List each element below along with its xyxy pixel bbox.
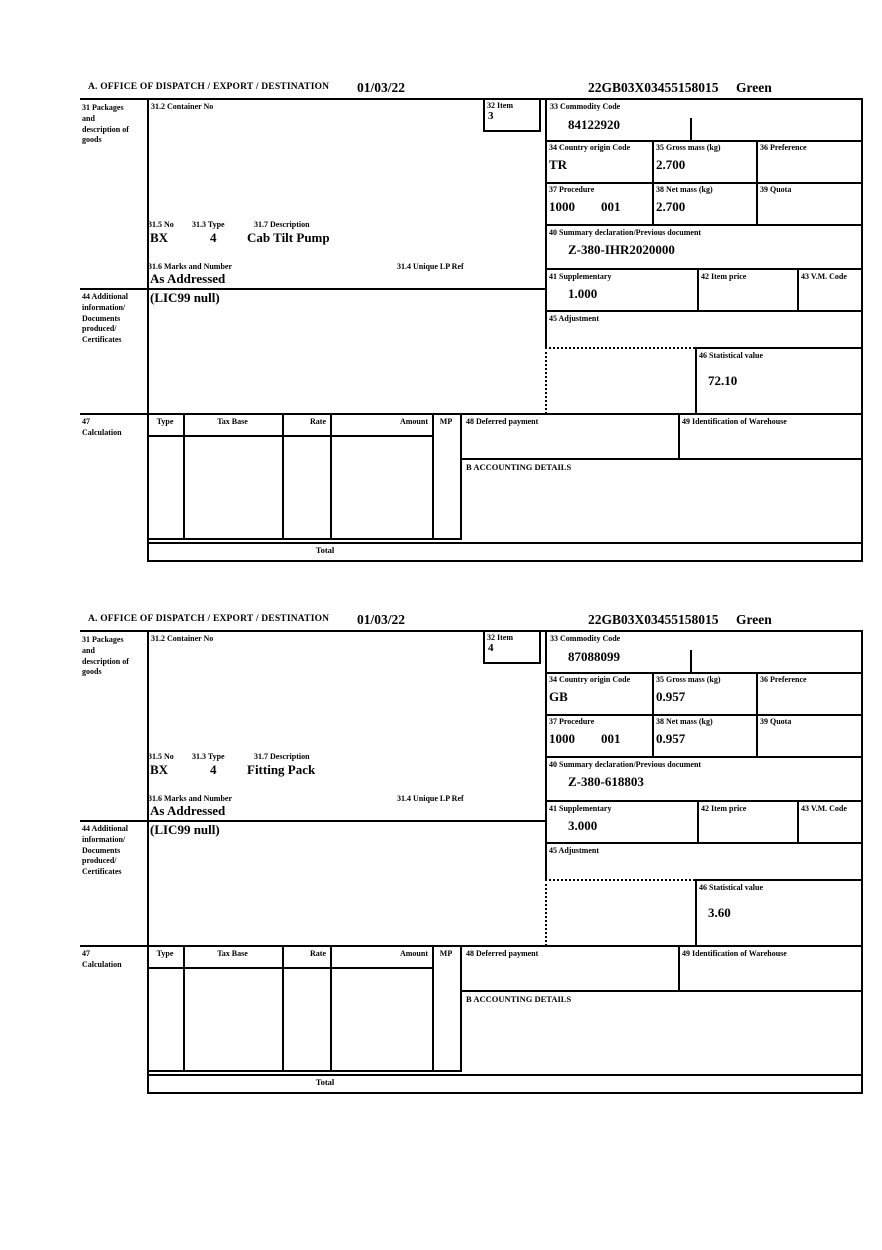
divider xyxy=(545,672,863,674)
package-code-value: BX xyxy=(150,230,169,245)
box36-label: 36 Preference xyxy=(760,143,807,152)
package-type-value: 4 xyxy=(210,762,217,777)
divider xyxy=(697,800,699,842)
commodity-code-tick xyxy=(690,650,692,672)
section-a-title: A. OFFICE OF DISPATCH / EXPORT / DESTINATION xyxy=(88,82,330,92)
divider xyxy=(695,347,861,349)
item-number-value: 3 xyxy=(488,110,494,122)
goods-description-value: Fitting Pack xyxy=(247,762,316,777)
box31-3-label: 31.3 Type xyxy=(192,220,225,229)
divider xyxy=(652,182,654,224)
total-label: Total xyxy=(315,1077,335,1087)
box31-6-label: 31.6 Marks and Number xyxy=(148,794,233,803)
box37-label: 37 Procedure xyxy=(549,185,595,194)
box31-5-label: 31.5 No xyxy=(148,220,174,229)
box31-6-label: 31.6 Marks and Number xyxy=(148,262,233,271)
divider xyxy=(545,140,863,142)
box34-label: 34 Country origin Code xyxy=(549,675,631,684)
supplementary-value: 1.000 xyxy=(568,286,598,301)
box31-7-label: 31.7 Description xyxy=(254,752,310,761)
divider xyxy=(545,800,863,802)
route-value: Green xyxy=(736,80,772,95)
divider xyxy=(330,945,332,1070)
divider xyxy=(183,413,185,538)
box44-label: 44 Additional information/ Documents produced/ Certificates xyxy=(82,292,129,345)
commodity-code-tick xyxy=(690,118,692,140)
box48-label: 48 Deferred payment xyxy=(466,949,539,958)
divider xyxy=(282,945,284,1070)
divider xyxy=(545,714,863,716)
item-number-value: 4 xyxy=(488,642,494,654)
box42-label: 42 Item price xyxy=(701,804,747,813)
dotted-divider xyxy=(545,879,547,946)
divider xyxy=(147,967,432,969)
divider xyxy=(432,945,434,1070)
supplementary-value: 3.000 xyxy=(568,818,598,833)
gross-mass-value: 2.700 xyxy=(656,157,686,172)
entry-reference-value: 22GB03X03455158015 xyxy=(588,80,719,95)
divider xyxy=(147,98,149,562)
box33-label: 33 Commodity Code xyxy=(550,634,621,643)
divider xyxy=(282,413,284,538)
box31-7-label: 31.7 Description xyxy=(254,220,310,229)
box47-label: 47 Calculation xyxy=(82,417,122,437)
divider xyxy=(756,714,758,756)
box36-label: 36 Preference xyxy=(760,675,807,684)
statistical-value: 3.60 xyxy=(708,905,731,920)
route-value: Green xyxy=(736,612,772,627)
box45-label: 45 Adjustment xyxy=(549,314,600,323)
divider xyxy=(460,413,462,538)
box38-label: 38 Net mass (kg) xyxy=(656,185,713,194)
country-origin-value: GB xyxy=(549,689,568,704)
divider xyxy=(697,268,699,310)
box31-2-label: 31.2 Container No xyxy=(151,634,214,643)
col-type-header: Type xyxy=(156,417,174,426)
box45-label: 45 Adjustment xyxy=(549,846,600,855)
divider xyxy=(756,182,758,224)
divider xyxy=(797,268,799,310)
divider xyxy=(147,1070,462,1072)
divider xyxy=(147,630,149,1094)
divider xyxy=(80,945,863,947)
divider xyxy=(183,945,185,1070)
box33-label: 33 Commodity Code xyxy=(550,102,621,111)
box40-label: 40 Summary declaration/Previous document xyxy=(549,760,702,769)
divider xyxy=(695,347,697,413)
box46-label: 46 Statistical value xyxy=(699,883,763,892)
box47-label: 47 Calculation xyxy=(82,949,122,969)
divider xyxy=(756,672,758,714)
divider xyxy=(545,310,863,312)
divider xyxy=(80,98,863,100)
country-origin-value: TR xyxy=(549,157,568,172)
box43-label: 43 V.M. Code xyxy=(801,272,847,281)
divider xyxy=(695,879,697,945)
box31-label: 31 Packages and description of goods xyxy=(82,635,129,677)
divider xyxy=(147,1074,863,1076)
box41-label: 41 Supplementary xyxy=(549,272,612,281)
divider xyxy=(756,140,758,182)
marks-value: As Addressed xyxy=(150,803,226,818)
divider xyxy=(432,413,434,538)
divider xyxy=(460,458,863,460)
additional-information-value: (LIC99 null) xyxy=(150,822,220,837)
section-a-title: A. OFFICE OF DISPATCH / EXPORT / DESTINATION xyxy=(88,614,330,624)
box31-label: 31 Packages and description of goods xyxy=(82,103,129,145)
col-tax-base-header: Tax Base xyxy=(217,417,248,426)
divider xyxy=(460,945,462,1070)
divider xyxy=(652,714,654,756)
divider xyxy=(80,413,863,415)
commodity-code-value: 84122920 xyxy=(568,117,620,132)
col-tax-base-header: Tax Base xyxy=(217,949,248,958)
item-section-2 xyxy=(80,612,863,1095)
dotted-divider xyxy=(545,879,695,881)
divider xyxy=(545,756,863,758)
previous-document-value: Z-380-IHR2020000 xyxy=(568,242,675,257)
divider xyxy=(545,268,863,270)
commodity-code-value: 87088099 xyxy=(568,649,620,664)
additional-information-value: (LIC99 null) xyxy=(150,290,220,305)
divider xyxy=(678,413,680,458)
divider xyxy=(861,630,863,1094)
gross-mass-value: 0.957 xyxy=(656,689,686,704)
net-mass-value: 2.700 xyxy=(656,199,686,214)
divider xyxy=(861,98,863,562)
box39-label: 39 Quota xyxy=(760,185,792,194)
procedure-suffix-value: 001 xyxy=(601,731,621,746)
col-rate-header: Rate xyxy=(310,417,326,426)
divider xyxy=(545,224,863,226)
item-section-1 xyxy=(80,80,863,563)
col-amount-header: Amount xyxy=(399,949,428,958)
divider xyxy=(147,1092,863,1094)
previous-document-value: Z-380-618803 xyxy=(568,774,644,789)
col-mp-header: MP xyxy=(439,949,453,958)
box46-label: 46 Statistical value xyxy=(699,351,763,360)
divider xyxy=(678,945,680,990)
total-label: Total xyxy=(315,545,335,555)
box34-label: 34 Country origin Code xyxy=(549,143,631,152)
divider xyxy=(695,879,861,881)
package-type-value: 4 xyxy=(210,230,217,245)
divider xyxy=(147,542,863,544)
net-mass-value: 0.957 xyxy=(656,731,686,746)
statistical-value: 72.10 xyxy=(708,373,738,388)
box31-2-label: 31.2 Container No xyxy=(151,102,214,111)
goods-description-value: Cab Tilt Pump xyxy=(247,230,330,245)
box39-label: 39 Quota xyxy=(760,717,792,726)
package-code-value: BX xyxy=(150,762,169,777)
divider xyxy=(545,842,863,844)
box35-label: 35 Gross mass (kg) xyxy=(656,143,721,152)
divider xyxy=(80,630,863,632)
procedure-value: 1000 xyxy=(549,199,575,214)
box32-label: 32 Item xyxy=(487,101,513,110)
box35-label: 35 Gross mass (kg) xyxy=(656,675,721,684)
box49-label: 49 Identification of Warehouse xyxy=(682,417,787,426)
box31-5-label: 31.5 No xyxy=(148,752,174,761)
accounting-details-label: B ACCOUNTING DETAILS xyxy=(466,462,572,472)
box31-4-label: 31.4 Unique LP Ref xyxy=(397,794,464,803)
divider xyxy=(460,990,863,992)
box32-label: 32 Item xyxy=(487,633,513,642)
divider xyxy=(652,140,654,182)
box31-4-label: 31.4 Unique LP Ref xyxy=(397,262,464,271)
col-type-header: Type xyxy=(156,949,174,958)
procedure-value: 1000 xyxy=(549,731,575,746)
col-rate-header: Rate xyxy=(310,949,326,958)
box37-label: 37 Procedure xyxy=(549,717,595,726)
box48-label: 48 Deferred payment xyxy=(466,417,539,426)
box44-label: 44 Additional information/ Documents produced/ Certificates xyxy=(82,824,129,877)
box49-label: 49 Identification of Warehouse xyxy=(682,949,787,958)
col-amount-header: Amount xyxy=(399,417,428,426)
divider xyxy=(545,182,863,184)
accounting-details-label: B ACCOUNTING DETAILS xyxy=(466,994,572,1004)
divider xyxy=(652,672,654,714)
box42-label: 42 Item price xyxy=(701,272,747,281)
divider xyxy=(147,435,432,437)
box40-label: 40 Summary declaration/Previous document xyxy=(549,228,702,237)
box38-label: 38 Net mass (kg) xyxy=(656,717,713,726)
dotted-divider xyxy=(545,347,695,349)
date-value: 01/03/22 xyxy=(357,612,406,627)
entry-reference-value: 22GB03X03455158015 xyxy=(588,612,719,627)
date-value: 01/03/22 xyxy=(357,80,406,95)
divider xyxy=(147,538,462,540)
divider xyxy=(797,800,799,842)
procedure-suffix-value: 001 xyxy=(601,199,621,214)
box43-label: 43 V.M. Code xyxy=(801,804,847,813)
marks-value: As Addressed xyxy=(150,271,226,286)
col-mp-header: MP xyxy=(439,417,453,426)
dotted-divider xyxy=(545,347,547,414)
divider xyxy=(330,413,332,538)
divider xyxy=(147,560,863,562)
box41-label: 41 Supplementary xyxy=(549,804,612,813)
box31-3-label: 31.3 Type xyxy=(192,752,225,761)
